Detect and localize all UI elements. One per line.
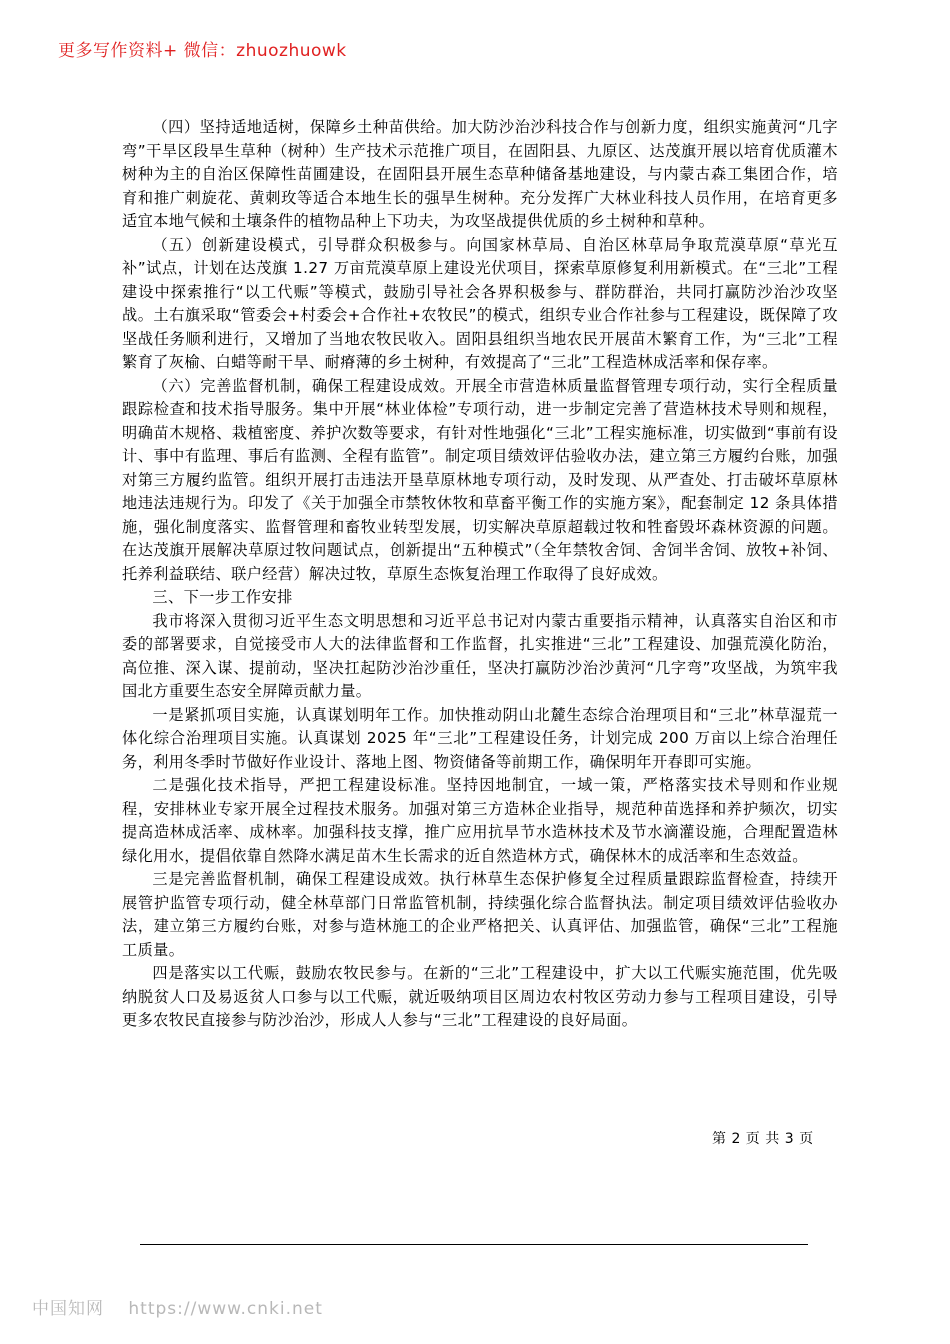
paragraph-4: （四）坚持适地适树，保障乡土种苗供给。加大防沙治沙科技合作与创新力度，组织实施黄河“几字弯”干旱区段旱生草种（树种）生产技术示范推广项目，在固阳县、九原区、达茂旗开展以培育优质灌木树种为主的自治区保障性苗圃建设，在固阳县开展生态草种储备基地建设，与内蒙古森工集团合作，培育和推广刺旋花、黄刺玫等适合本地生长的强旱生树种。充分发挥广大林业科技人员作用，在培育更多适宜本地气候和土壤条件的植物品种上下功夫，为攻坚战提供优质的乡土树种和草种。 [122,118,838,230]
paragraph-6: （六）完善监督机制，确保工程建设成效。开展全市营造林质量监督管理专项行动，实行全程质量跟踪检查和技术指导服务。集中开展“林业体检”专项行动，进一步制定完善了营造林技术导则和规程，明确苗木规格、栽植密度、养护次数等要求，有针对性地强化“三北”工程实施标准，切实做到“事前有设计、事中有监理、事后有监测、全程有监管”。制定项目绩效评估验收办法，建立第三方履约台账，加强对第三方履约监管。组织开展打击违法开垦草原林地专项行动，及时发现、从严查处、打击破坏草原林地违法违规行为。印发了《关于加强全市禁牧休牧和草畜平衡工作的实施方案》，配套制定 12 条具体措施，强化制度落实、监督管理和畜牧业转型发展，切实解决草原超载过牧和牲畜毁坏森林资源的问题。在达茂旗开展解决草原过牧问题试点，创新提出“五种模式”（全年禁牧舍饲、舍饲半舍饲、放牧+补饲、托养利益联结、联户经营）解决过牧，草原生态恢复治理工作取得了良好成效。 [122,376,838,583]
paragraph-item-4: 四是落实以工代赈，鼓励农牧民参与。在新的“三北”工程建设中，扩大以工代赈实施范围，优先吸纳脱贫人口及易返贫人口参与以工代赈，就近吸纳项目区周边农村牧区劳动力参与工程项目建设，引导更多农牧民直接参与防沙治沙，形成人人参与“三北”工程建设的良好局面。 [122,964,838,1029]
footer-divider [140,1244,808,1245]
watermark-url: https://www.cnki.net [128,1299,323,1319]
watermark [32,1294,341,1319]
page-number: 第 2 页 共 3 页 [712,1131,814,1147]
paragraph-item-3: 三是完善监督机制，确保工程建设成效。执行林草生态保护修复全过程质量跟踪监督检查，持续开展管护监管专项行动，健全林草部门日常监管机制，持续强化综合监督执法。制定项目绩效评估验收办法，建立第三方履约台账，对参与造林施工的企业严格把关、认真评估、加强监管，确保“三北”工程施工质量。 [122,870,838,959]
paragraph-5: （五）创新建设模式，引导群众积极参与。向国家林草局、自治区林草局争取荒漠草原“草光互补”试点，计划在达茂旗 1.27 万亩荒漠草原上建设光伏项目，探索草原修复利用新模式。在“三北”工程建设中探索推行“以工代赈”等模式，鼓励引导社会各界积极参与、群防群治，共同打赢防沙治沙攻坚战。土右旗采取“管委会+村委会+合作社+农牧民”的模式，组织专业合作社参与工程建设，既保障了攻坚战任务顺利进行，又增加了当地农牧民收入。固阳县组织当地农民开展苗木繁育工作，为“三北”工程繁育了灰榆、白蜡等耐干旱、耐瘠薄的乡土树种，有效提高了“三北”工程造林成活率和保存率。 [122,235,838,371]
document-body [122,116,838,1033]
section-heading-next-steps: 三、下一步工作安排 [152,588,293,606]
paragraph-item-1: 一是紧抓项目实施，认真谋划明年工作。加快推动阴山北麓生态综合治理项目和“三北”林草湿荒一体化综合治理项目实施。认真谋划 2025 年“三北”工程建设任务，计划完成 200 万亩以上综合治理任务，利用冬季时节做好作业设计、落地上图、物资储备等前期工作，确保明年开春即可实施。 [122,705,838,771]
watermark-brand: 中国知网 [32,1299,104,1319]
paragraph-intro: 我市将深入贯彻习近平生态文明思想和习近平总书记对内蒙古重要指示精神，认真落实自治区和市委的部署要求，自觉接受市人大的法律监督和工作监督，扎实推进“三北”工程建设、加强荒漠化防治，高位推、深入谋、提前动，坚决扛起防沙治沙重任，坚决打赢防沙治沙黄河“几字弯”攻坚战，为筑牢我国北方重要生态安全屏障贡献力量。 [122,611,838,700]
promo-banner: 更多写作资料+ 微信：zhuozhuowk [58,41,347,61]
paragraph-item-2: 二是强化技术指导，严把工程建设标准。坚持因地制宜，一域一策，严格落实技术导则和作业规程，安排林业专家开展全过程技术服务。加强对第三方造林企业指导，规范种苗选择和养护频次，切实提高造林成活率、成林率。加强科技支撑，推广应用抗旱节水造林技术及节水滴灌设施，合理配置造林绿化用水，提倡依靠自然降水满足苗木生长需求的近自然造林方式，确保林木的成活率和生态效益。 [122,776,838,865]
